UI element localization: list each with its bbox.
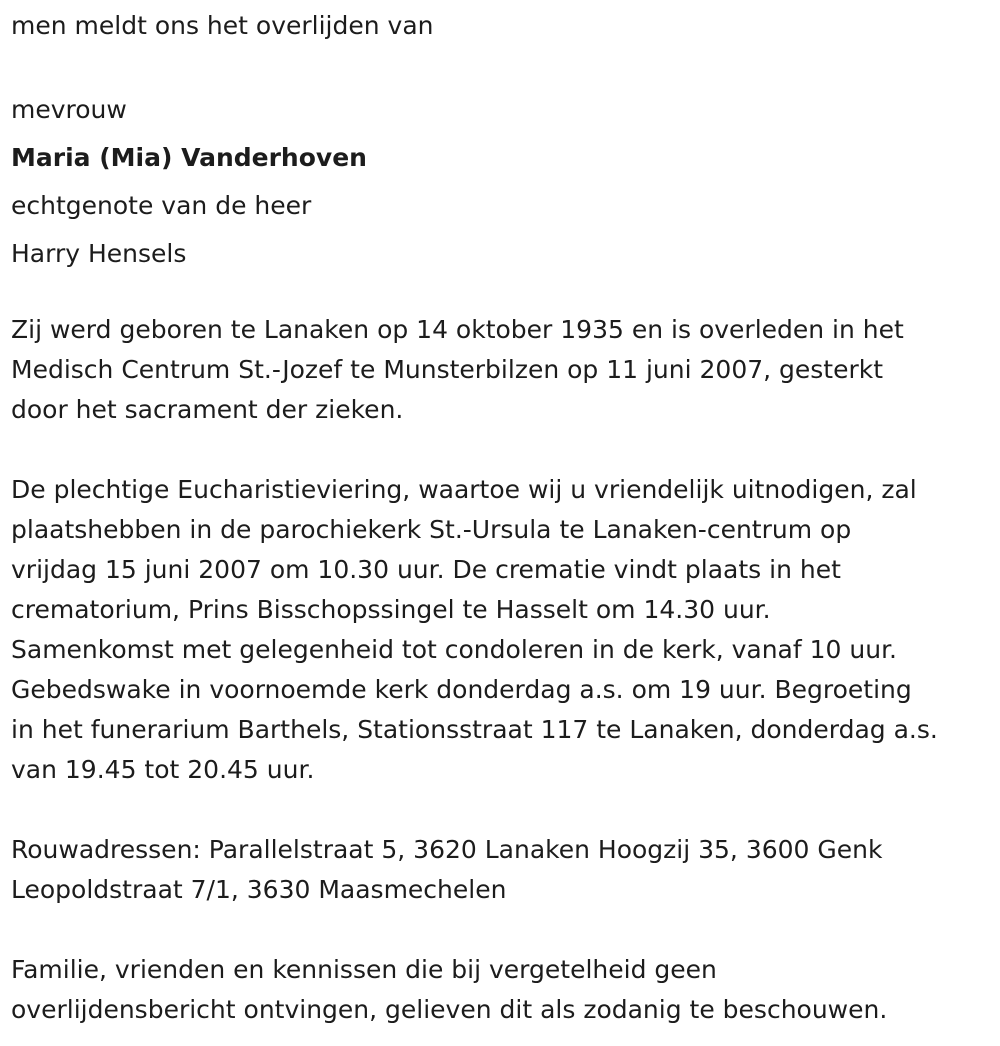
paragraph-line: De plechtige Eucharistieviering, waartoe wij u vriendelijk uitnodigen, zal bbox=[11, 475, 917, 504]
paragraph-line: Samenkomst met gelegenheid tot condoleren in de kerk, vanaf 10 uur. bbox=[11, 635, 897, 664]
paragraph-line: plaatshebben in de parochiekerk St.-Ursula te Lanaken-centrum op bbox=[11, 515, 852, 544]
addresses-paragraph bbox=[11, 830, 991, 910]
paragraph-line: door het sacrament der zieken. bbox=[11, 395, 404, 424]
spacer bbox=[11, 790, 991, 830]
paragraph-line: Familie, vrienden en kennissen die bij vergetelheid geen bbox=[11, 955, 717, 984]
closing-paragraph bbox=[11, 950, 991, 1030]
spacer bbox=[11, 910, 991, 950]
ceremony-paragraph bbox=[11, 470, 991, 790]
paragraph-line: vrijdag 15 juni 2007 om 10.30 uur. De crematie vindt plaats in het bbox=[11, 555, 841, 584]
spacer bbox=[11, 278, 991, 310]
intro-text: men meldt ons het overlijden van bbox=[11, 11, 434, 40]
paragraph-line: Zij werd geboren te Lanaken op 14 oktober 1935 en is overleden in het bbox=[11, 315, 904, 344]
spouse-name: Harry Hensels bbox=[11, 239, 187, 268]
deceased-name: Maria (Mia) Vanderhoven bbox=[11, 143, 367, 172]
paragraph-line: overlijdensbericht ontvingen, gelieven dit als zodanig te beschouwen. bbox=[11, 995, 888, 1024]
spacer bbox=[11, 430, 991, 470]
spacer bbox=[11, 46, 991, 86]
paragraph-line: Rouwadressen: Parallelstraat 5, 3620 Lanaken Hoogzij 35, 3600 Genk bbox=[11, 835, 883, 864]
paragraph-line: van 19.45 tot 20.45 uur. bbox=[11, 755, 315, 784]
paragraph-line: Medisch Centrum St.-Jozef te Munsterbilzen op 11 juni 2007, gesterkt bbox=[11, 355, 884, 384]
honorific: mevrouw bbox=[11, 95, 127, 124]
relation-text: echtgenote van de heer bbox=[11, 191, 312, 220]
birth-paragraph bbox=[11, 310, 991, 430]
death-notice bbox=[11, 6, 991, 1030]
paragraph-line: crematorium, Prins Bisschopssingel te Hasselt om 14.30 uur. bbox=[11, 595, 771, 624]
paragraph-line: in het funerarium Barthels, Stationsstraat 117 te Lanaken, donderdag a.s. bbox=[11, 715, 938, 744]
paragraph-line: Gebedswake in voornoemde kerk donderdag a.s. om 19 uur. Begroeting bbox=[11, 675, 912, 704]
paragraph-line: Leopoldstraat 7/1, 3630 Maasmechelen bbox=[11, 875, 507, 904]
